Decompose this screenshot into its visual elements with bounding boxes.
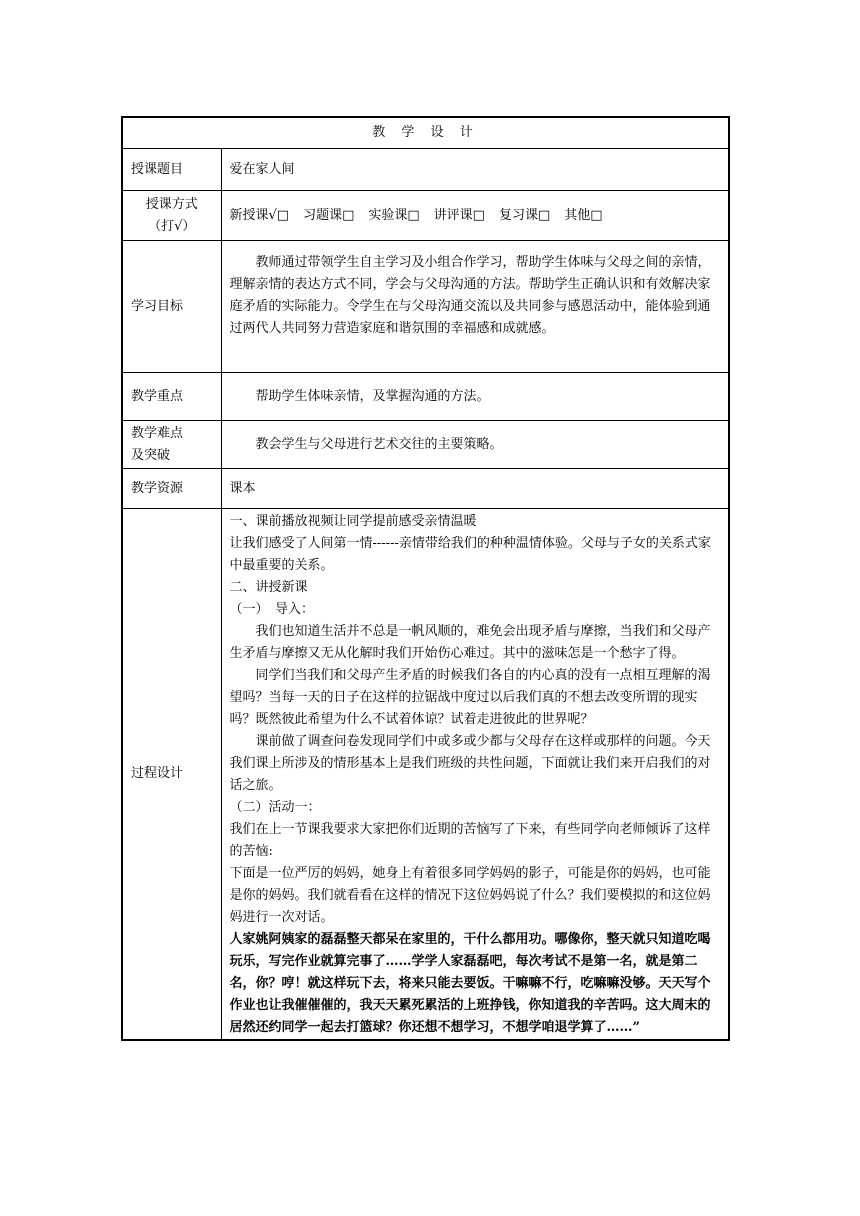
process-row xyxy=(122,509,729,1041)
process-paragraph: 一、课前播放视频让同学提前感受亲情温暖 xyxy=(229,514,477,529)
lesson-plan-table xyxy=(121,116,730,1041)
process-paragraph: （二）活动一： xyxy=(229,800,321,815)
method-option-revision: 复习课□ xyxy=(498,207,551,223)
process-paragraph: 人家姚阿姨家的磊磊整天都呆在家里的，干什么都用功。哪像你，整天就只知道吃喝玩乐，写完作业就算完事了……学学人家磊磊吧，每次考试不是第一名，就是第二名，你？哼！就这样玩下去，将来只能去要饭。干嘛嘛不行，吃嘛嘛没够。天天写个作业也让我催催催的，我天天累死累活的上班挣钱，你知道我的辛苦吗。这大周末的居然还约同学一起去打篮球？你还想不想学习，不想学咱退学算了……” xyxy=(229,932,711,1035)
topic-row xyxy=(122,149,729,191)
difficulty-label-line1: 教学难点 xyxy=(131,425,184,441)
resources-row xyxy=(122,469,729,509)
table-title: 教 学 设 计 xyxy=(122,117,729,149)
method-option-exercise: 习题课□ xyxy=(303,207,355,223)
process-paragraph: 我们在上一节课我要求大家把你们近期的苦恼写了下来，有些同学向老师倾诉了这样的苦恼: xyxy=(229,822,711,859)
goal-text: 教师通过带领学生自主学习及小组合作学习，帮助学生体味与父母之间的亲情，理解亲情的表达方式不同，学会与父母沟通的方法。帮助学生正确认识和有效解决家庭矛盾的实际能力。令学生在与父母沟通交流以及共同参与感恩活动中，能体验到通过两代人共同努力营造家庭和谐氛围的幸福感和成就感。 xyxy=(229,254,711,336)
method-options xyxy=(221,191,729,241)
difficulty-text: 教会学生与父母进行艺术交往的主要策略。 xyxy=(255,436,503,452)
method-label xyxy=(122,191,221,241)
process-paragraph: （一） 导入： xyxy=(229,602,315,617)
topic-label: 授课题目 xyxy=(122,149,221,191)
goal-row xyxy=(122,241,729,373)
difficulty-label xyxy=(122,421,221,469)
process-paragraph: 下面是一位严厉的妈妈，她身上有着很多同学妈妈的影子，可能是你的妈妈，也可能是你的妈妈。我们就看看在这样的情况下这位妈妈说了什么？我们要模拟的和这位妈妈进行一次对话。 xyxy=(229,866,711,925)
method-option-other: 其他□ xyxy=(564,207,603,223)
resources-value: 课本 xyxy=(221,469,729,509)
topic-value: 爱在家人间 xyxy=(221,149,729,191)
focus-row xyxy=(122,373,729,421)
process-cell xyxy=(221,509,729,1041)
method-label-line1: 授课方式 xyxy=(145,196,198,212)
goal-label: 学习目标 xyxy=(122,241,221,373)
method-row xyxy=(122,191,729,241)
process-paragraph: 让我们感受了人间第一情------亲情带给我们的种种温情体验。父母与子女的关系式家中最重要的关系。 xyxy=(229,536,711,573)
process-paragraph: 二、讲授新课 xyxy=(229,580,308,595)
method-label-line2: （打√） xyxy=(148,218,196,234)
process-paragraph: 同学们当我们和父母产生矛盾的时候我们各自的内心真的没有一点相互理解的渴望吗？当每一天的日子在这样的拉锯战中度过以后我们真的不想去改变所谓的现实吗？既然彼此希望为什么不试着体谅？试着走进彼此的世界呢？ xyxy=(229,668,711,727)
difficulty-row xyxy=(122,421,729,469)
title-row xyxy=(122,117,729,149)
method-option-new: 新授课√□ xyxy=(229,207,290,223)
focus-label: 教学重点 xyxy=(122,373,221,421)
difficulty-cell xyxy=(221,421,729,469)
difficulty-label-line2: 及突破 xyxy=(131,447,171,463)
method-option-review-test: 讲评课□ xyxy=(433,207,485,223)
focus-cell xyxy=(221,373,729,421)
process-label: 过程设计 xyxy=(122,509,221,1041)
process-paragraph: 课前做了调查问卷发现同学们中或多或少都与父母存在这样或那样的问题。今天我们课上所涉及的情形基本上是我们班级的共性问题，下面就让我们来开启我们的对话之旅。 xyxy=(229,734,711,793)
process-paragraph: 我们也知道生活并不总是一帆风顺的，难免会出现矛盾与摩擦，当我们和父母产生矛盾与摩擦又无从化解时我们开始伤心难过。其中的滋味怎是一个愁字了得。 xyxy=(229,624,711,661)
goal-cell xyxy=(221,241,729,373)
focus-text: 帮助学生体味亲情，及掌握沟通的方法。 xyxy=(255,388,490,404)
method-option-lab: 实验课□ xyxy=(368,207,420,223)
lesson-plan-sheet xyxy=(121,116,728,1041)
resources-label: 教学资源 xyxy=(122,469,221,509)
